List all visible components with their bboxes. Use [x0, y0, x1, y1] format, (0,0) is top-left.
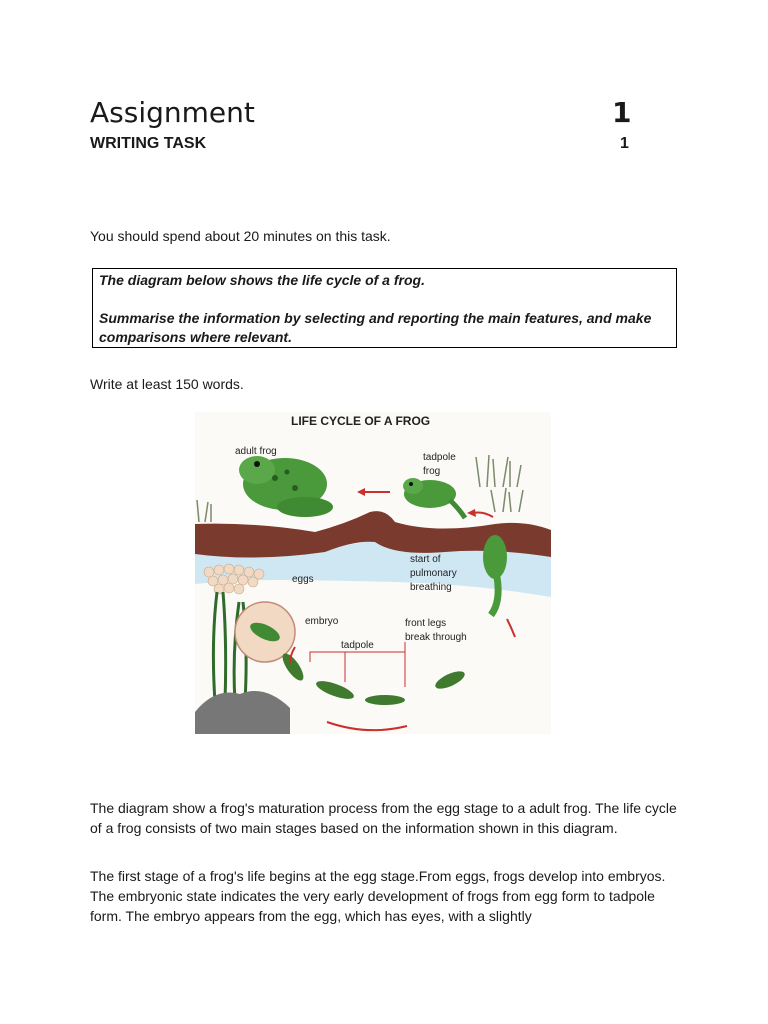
page-title: Assignment: [90, 96, 255, 129]
section-heading: WRITING TASK: [90, 135, 207, 152]
label-tadpole: tadpole: [341, 640, 374, 651]
assignment-number: 1: [612, 96, 632, 129]
essay-paragraph: The diagram show a frog's maturation process from the egg stage to a adult frog. The life cycle of a frog consists of two main stages based on the information shown in this diagram.: [90, 800, 677, 836]
label-pulmonary: pulmonary: [410, 568, 457, 579]
essay-paragraph: The first stage of a frog's life begins at the egg stage.From eggs, frogs develop into embryos. The embryonic state indicates the very early development of frogs from egg form to tadpole form. The embryo appears from the egg, which has eyes, with a slightly: [90, 868, 666, 924]
task-number: 1: [620, 135, 629, 152]
task-prompt-box: [92, 268, 677, 348]
label-pulmonary: start of: [410, 554, 441, 565]
time-instruction: You should spend about 20 minutes on this task.: [90, 228, 391, 244]
label-embryo: embryo: [305, 616, 339, 627]
diagram-title: LIFE CYCLE OF A FROG: [291, 414, 431, 428]
label-eggs: eggs: [292, 574, 314, 585]
label-front-legs: break through: [405, 632, 467, 643]
word-count-instruction: Write at least 150 words.: [90, 376, 244, 392]
frog-life-cycle-diagram: [195, 412, 551, 734]
label-tadpole-frog: frog: [423, 466, 441, 477]
task-prompt-line: The diagram below shows the life cycle of a frog.: [99, 272, 425, 288]
label-tadpole-frog: tadpole: [423, 452, 456, 463]
label-pulmonary: breathing: [410, 582, 452, 593]
label-front-legs: front legs: [405, 618, 447, 629]
label-adult-frog: adult frog: [235, 446, 277, 457]
task-prompt-line: Summarise the information by selecting and reporting the main features, and make comparisons where relevant.: [99, 310, 652, 345]
